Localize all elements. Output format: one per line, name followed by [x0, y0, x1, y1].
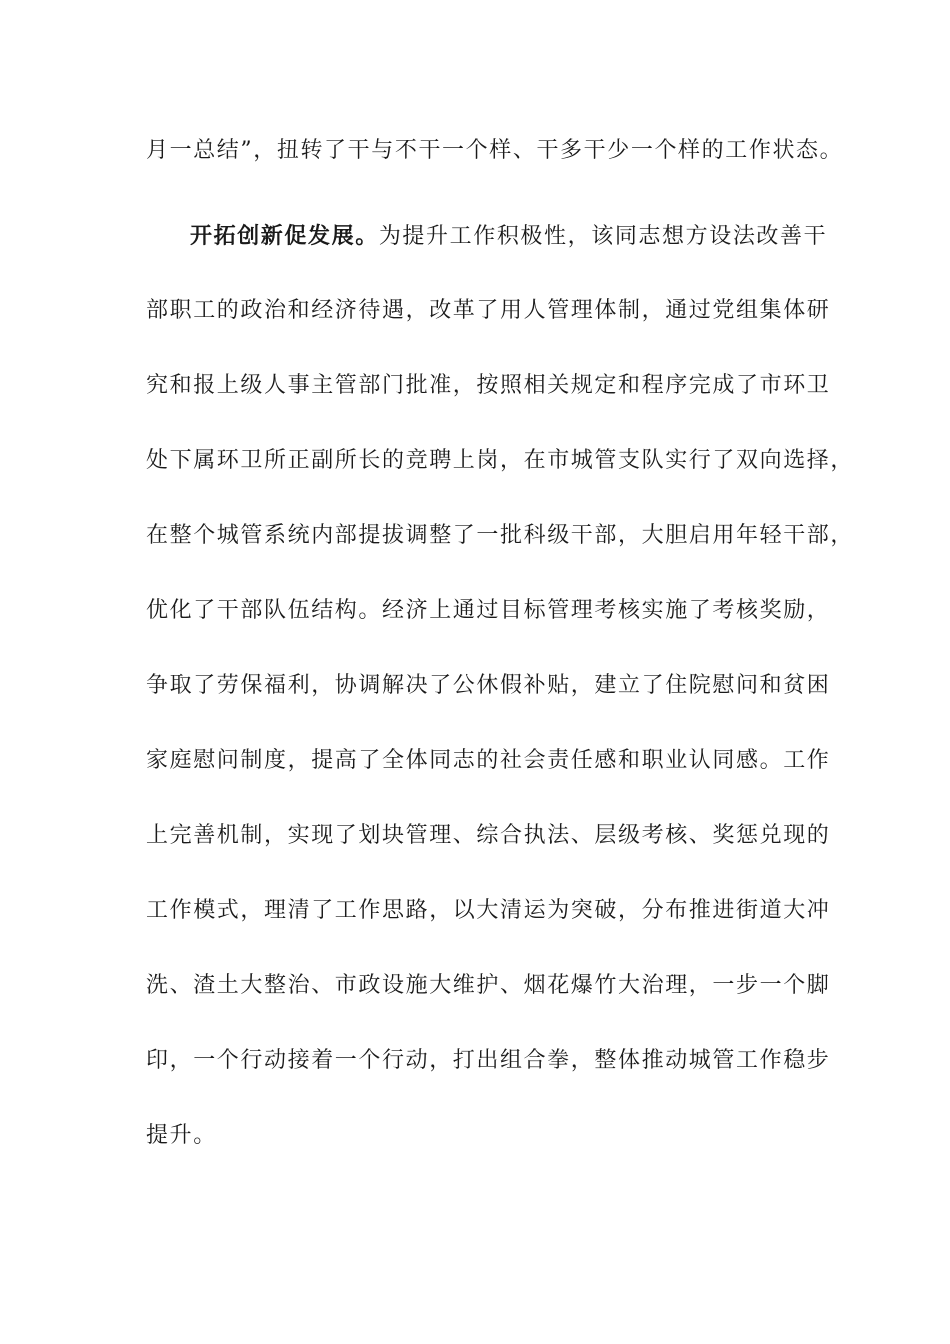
paragraph-line: 处下属环卫所正副所长的竞聘上岗，在市城管支队实行了双向选择，: [146, 448, 855, 473]
paragraph-text: 为提升工作积极性，该同志想方设法改善干: [378, 224, 828, 249]
paragraph-heading: 开拓创新促发展。: [190, 223, 379, 249]
paragraph-line: 上完善机制，实现了划块管理、综合执法、层级考核、奖惩兑现的: [146, 823, 831, 848]
paragraph-line: 究和报上级人事主管部门批准，按照相关规定和程序完成了市环卫: [146, 373, 831, 398]
paragraph-line: 工作模式，理清了工作思路，以大清运为突破，分布推进街道大冲: [146, 898, 831, 923]
paragraph-line: 部职工的政治和经济待遇，改革了用人管理体制，通过党组集体研: [146, 298, 831, 323]
paragraph-line: 月一总结”，扭转了干与不干一个样、干多干少一个样的工作状态。: [146, 138, 844, 163]
paragraph-line: 提升。: [146, 1123, 217, 1148]
paragraph-line: 家庭慰问制度，提高了全体同志的社会责任感和职业认同感。工作: [146, 748, 831, 773]
paragraph-first-line: [190, 221, 870, 252]
paragraph-line: 争取了劳保福利，协调解决了公休假补贴，建立了住院慰问和贫困: [146, 673, 831, 698]
paragraph-line: 印，一个行动接着一个行动，打出组合拳，整体推动城管工作稳步: [146, 1048, 831, 1073]
paragraph-line: 在整个城管系统内部提拔调整了一批科级干部，大胆启用年轻干部，: [146, 523, 855, 548]
paragraph-line: 洗、渣土大整治、市政设施大维护、烟花爆竹大治理，一步一个脚: [146, 973, 831, 998]
paragraph-line: 优化了干部队伍结构。经济上通过目标管理考核实施了考核奖励，: [146, 598, 831, 623]
